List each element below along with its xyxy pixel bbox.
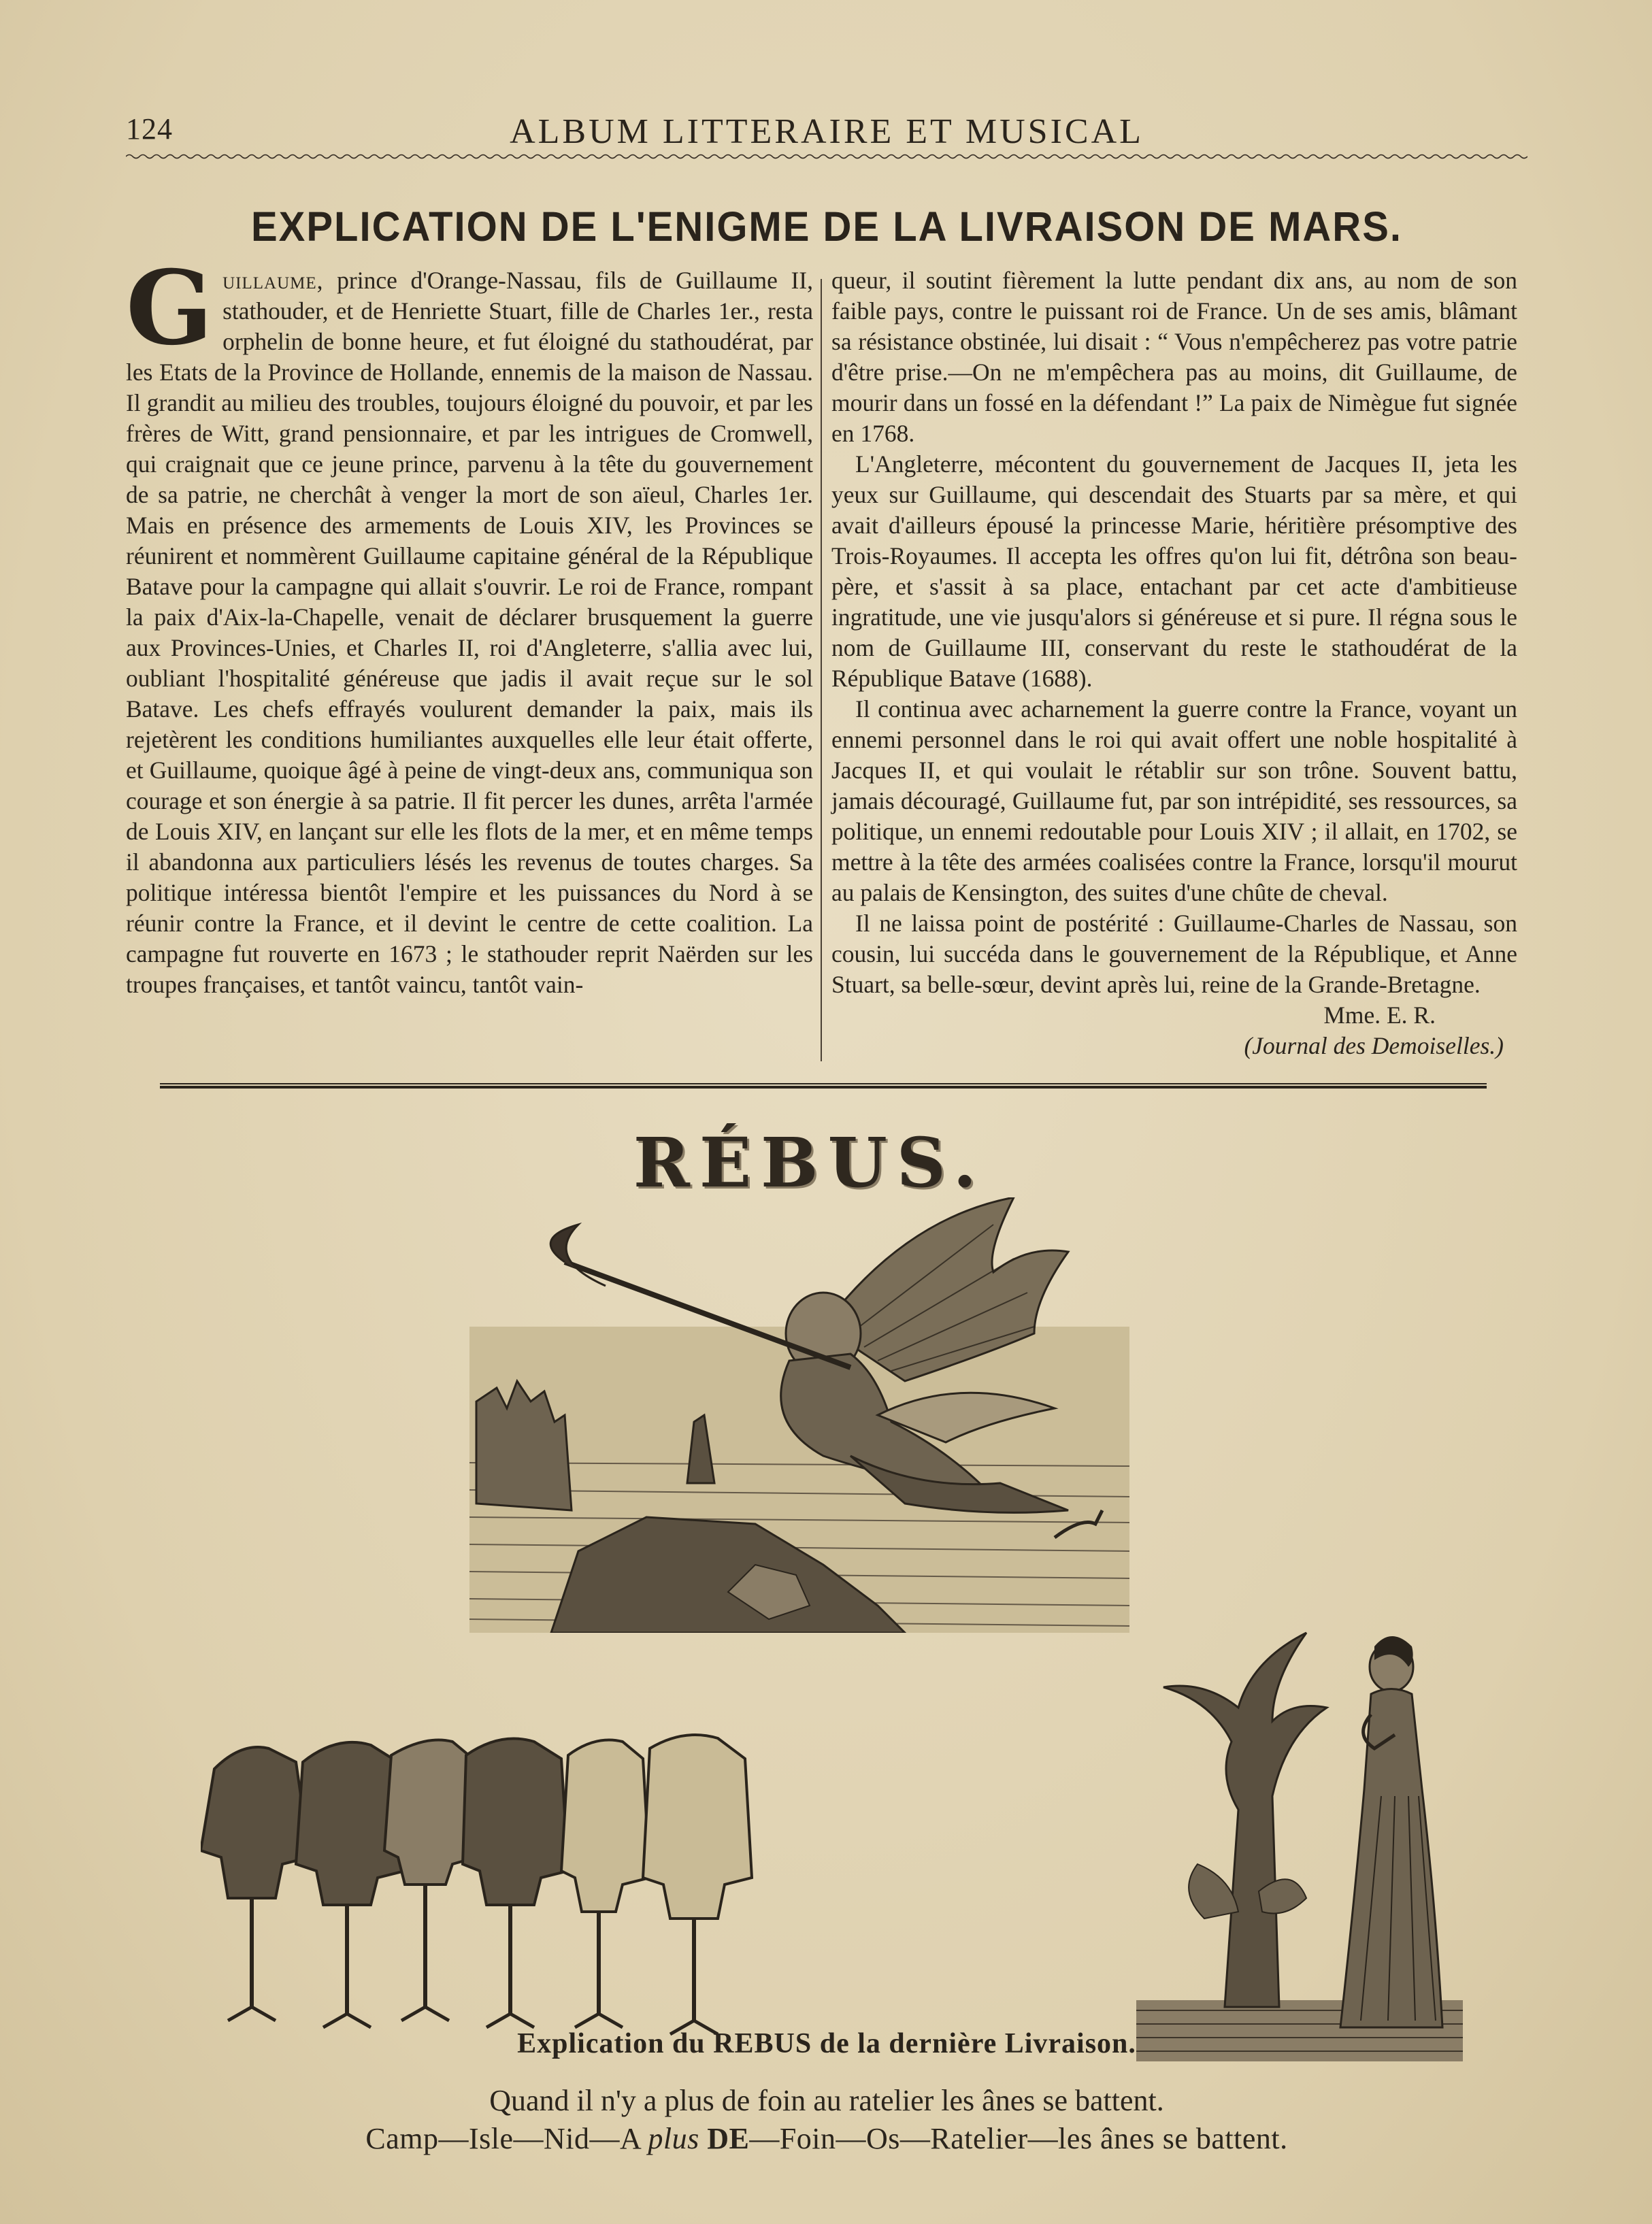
solution-de: DE — [699, 2122, 750, 2155]
article-paragraph: Il continua avec acharnement la guerre contre la France, voyant un ennemi personnel dans le roi qui avait offert une noble hospitalité à Jacques II, et qui voulait le rétablir sur son trône. Souvent battu, jamais découragé, Guillaume fut, par son intrépidité, ses ressources, sa politique, un ennemi redoutable pour Louis XIV ; il allait, en 1702, se mettre à la tête des armées coalisées contre la France, lorsqu'il mourut au palais de Kensington, des suites d'une chûte de cheval. — [831, 695, 1517, 906]
rebus-coats-on-stands-illustration — [201, 1721, 813, 2041]
rebus-solution-sentence: Quand il n'y a plus de foin au ratelier les ânes se battent. — [489, 2084, 1164, 2117]
article-paragraph: queur, il soutint fièrement la lutte pendant dix ans, au nom de son faible pays, contre le puissant roi de France. Un de ses amis, blâmant sa résistance obstinée, lui disait : “ Vous n'empêcherez pas votre patrie d'être prise.—On ne m'empêchera pas au moins, dit Guillaume, de mourir dans un fossé en la défendant !” La paix de Nimègue fut signée en 1768. — [831, 267, 1517, 447]
rebus-solution-breakdown — [126, 2121, 1527, 2156]
solution-part: Camp—Isle—Nid—A — [365, 2122, 648, 2155]
article-paragraph: L'Angleterre, mécontent du gouvernement de Jacques II, jeta les yeux sur Guillaume, qui descendait des Stuarts par sa mère, et qui avait d'ailleurs épousé la princesse Marie, héritière présomptive des Trois-Royaumes. Il accepta les offres qu'on lui fit, détrôna son beau-père, et s'assit à sa place, entachant par cet acte d'ambitieuse ingratitude, une vie jusqu'alors si généreuse et si pure. Il régna sous le nom de Guillaume III, conservant du reste le stathoudérat de la République Batave (1688). — [831, 450, 1517, 692]
article-paragraph — [126, 248, 813, 1000]
running-head — [126, 102, 1527, 156]
drop-cap: G — [126, 248, 214, 368]
journal-title: ALBUM LITTERAIRE ET MUSICAL — [510, 112, 1144, 151]
lead-word: uillaume, — [222, 267, 324, 294]
header-wavy-rule — [126, 153, 1527, 160]
solution-plus: plus — [648, 2122, 699, 2155]
solution-part: —Foin—Os—Ratelier—les ânes se battent. — [749, 2122, 1288, 2155]
section-divider-rule — [160, 1082, 1487, 1090]
signature: Mme. E. R. — [1323, 1001, 1436, 1029]
column-divider — [821, 279, 822, 1061]
article-left-column — [126, 248, 813, 1000]
source-citation: (Journal des Demoiselles.) — [1244, 1032, 1504, 1059]
article-paragraph: Il ne laissa point de postérité : Guillaume-Charles de Nassau, son cousin, lui succéda dans le gouvernement de la République, et Anne Stuart, sa belle-sœur, devint après lui, reine de la Grande-Bretagne. — [831, 910, 1517, 998]
page-number: 124 — [126, 112, 173, 146]
article-right-column — [831, 265, 1517, 1061]
rebus-title: RÉBUS. — [633, 1123, 987, 1203]
rebus-explanation-heading: Explication du REBUS de la dernière Livraison. — [517, 2028, 1136, 2059]
rebus-woman-and-tree-illustration — [1136, 1619, 1463, 2061]
article-title: EXPLICATION DE L'ENIGME DE LA LIVRAISON DE MARS. — [251, 203, 1402, 250]
rebus-angel-scythe-illustration — [469, 1197, 1129, 1633]
left-column-text: prince d'Orange-Nassau, fils de Guillaume II, stathouder, et de Henriette Stuart, fille de Charles 1er., resta orphelin de bonne heure, et fut éloigné du stathoudérat, par les Etats de la Province de Hollande, ennemis de la maison de Nassau. Il grandit au milieu des troubles, toujours éloigné du pouvoir, et par les frères de Witt, grand pensionnaire, et par les intrigues de Cromwell, qui craignait que ce jeune prince, parvenu à la tête du gouvernement de sa patrie, ne cherchât à venger la mort de son aïeul, Charles 1er. Mais en présence des armements de Louis XIV, les Provinces se réunirent et nommèrent Guillaume capitaine général de la République Batave pour la campagne qui allait s'ouvrir. Le roi de France, rompant la paix d'Aix-la-Chapelle, venait de déclarer brusquement la guerre aux Provinces-Unies, et Charles II, roi d'Angleterre, s'allia avec lui, oubliant l'hospitalité généreuse que jadis il avait reçue sur le sol Batave. Les chefs effrayés voulurent demander la paix, mais ils rejetèrent les conditions humiliantes auxquelles elle leur était offerte, et Guillaume, quoique âgé à peine de vingt-deux ans, communiqua son courage et son énergie à sa patrie. Il fit percer les dunes, arrêta l'armée de Louis XIV, en lançant sur elle les flots de la mer, et en même temps il abandonna aux particuliers lésés les revenus de toutes charges. Sa politique intéressa bientôt l'empire et les puissances du Nord à se réunir contre la France, et il devint le centre de cette coalition. La campagne fut rouverte en 1673 ; le stathouder reprit Naërden sur les troupes françaises, et tantôt vaincu, tantôt vain- — [126, 267, 813, 998]
